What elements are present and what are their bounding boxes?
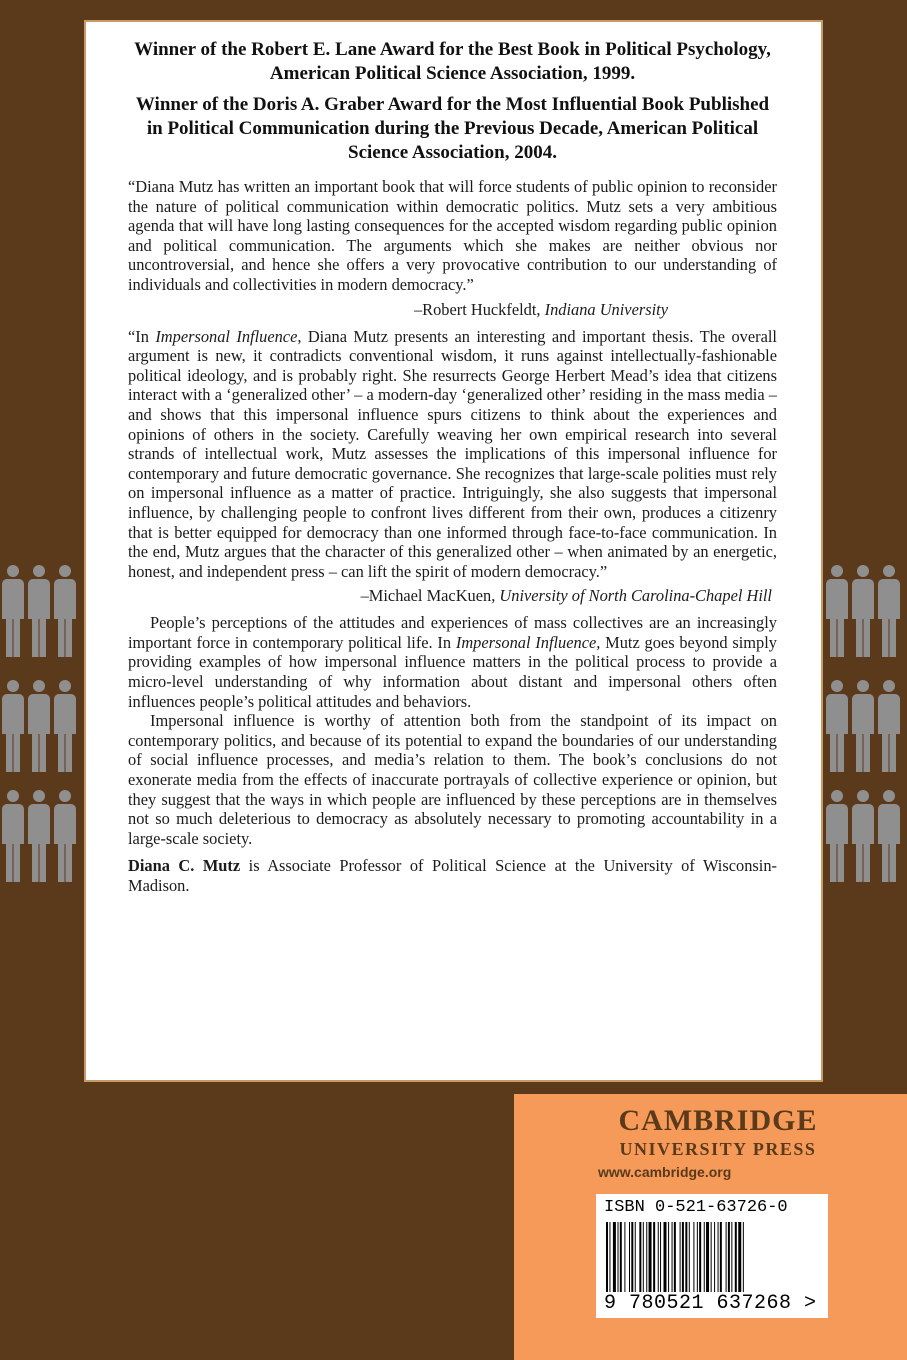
person-figure-icon xyxy=(826,790,848,882)
people-figures-left-2 xyxy=(2,680,76,772)
quote-lead: “In xyxy=(128,326,149,346)
attribution-huckfeldt xyxy=(128,300,668,320)
people-figures-left-1 xyxy=(2,565,76,657)
person-figure-icon xyxy=(2,565,24,657)
description-paragraph-1 xyxy=(128,613,777,711)
attribution-affiliation: University of North Carolina-Chapel Hill xyxy=(499,586,772,606)
attribution-author: –Robert Huckfeldt, xyxy=(413,299,541,319)
person-figure-icon xyxy=(878,565,900,657)
person-figure-icon xyxy=(54,565,76,657)
quote-huckfeldt: “Diana Mutz has written an important book that will force students of public opinion to reconsider the nature of political communication within democratic politics. Mutz sets a very ambitious agenda that will have long lasting consequences for the accepted wisdom regarding public opinion and political communication. The arguments which she makes are neither obvious nor uncontroversial, and hence she offers a very provocative contribution to our understanding of individuals and collectivities in modern democracy.” xyxy=(128,177,777,294)
person-figure-icon xyxy=(54,790,76,882)
barcode xyxy=(596,1194,828,1318)
publisher-panel xyxy=(514,1094,907,1360)
book-title: Impersonal Influence, xyxy=(455,632,601,652)
book-title: Impersonal Influence xyxy=(155,326,298,346)
quote-mackuen xyxy=(128,327,777,582)
description-paragraph-2: Impersonal influence is worthy of attention both from the standpoint of its impact on contemporary politics, and because of its potential to expand the boundaries of our understanding of social influence processes, and media’s relation to them. The book’s conclusions do not exonerate media from the effects of inaccurate portrayals of collective experience or opinion, but they suggest that the ways in which people are influenced by these perceptions are in themselves not so much deleterious to democracy as absolutely necessary to promoting accountability in a large-scale society. xyxy=(128,711,777,848)
isbn-label: ISBN 0-521-63726-0 xyxy=(604,1198,788,1217)
person-figure-icon xyxy=(826,565,848,657)
attribution-mackuen xyxy=(128,586,772,606)
attribution-author: –Michael MacKuen, xyxy=(360,586,496,606)
person-figure-icon xyxy=(852,565,874,657)
desc-text: People’s perceptions of the attitudes and experiences of mass collectives are an increasingly important force in contemporary political life. In xyxy=(128,613,777,652)
publisher-subtitle: UNIVERSITY PRESS xyxy=(619,1139,817,1159)
back-cover-text-panel xyxy=(84,20,823,1082)
person-figure-icon xyxy=(852,790,874,882)
person-figure-icon xyxy=(2,680,24,772)
ean-number: 9 780521 637268 > xyxy=(604,1292,817,1315)
attribution-affiliation: Indiana University xyxy=(544,299,668,319)
publisher-name: CAMBRIDGE xyxy=(618,1104,818,1137)
person-figure-icon xyxy=(826,680,848,772)
author-name: Diana C. Mutz xyxy=(128,856,241,876)
people-figures-left-3 xyxy=(2,790,76,882)
publisher-url: www.cambridge.org xyxy=(598,1164,732,1180)
person-figure-icon xyxy=(878,680,900,772)
people-figures-right-1 xyxy=(826,565,900,657)
barcode-bars xyxy=(606,1222,818,1292)
quote-body: , Diana Mutz presents an interesting and important thesis. The overall argument is new, it contradicts conventional wisdom, it runs against intellectually-fashionable political ideology, and is probably right. She resurrects George Herbert Mead’s idea that citizens interact with a ‘generalized other’ – a modern-day ‘generalized other’ residing in the mass media – and shows that this impersonal influence spurs citizens to think about the experiences and opinions of others in the society. Carefully weaving her own empirical research into several strands of intellectual work, Mutz assesses the implications of this impersonal influence for contemporary and future democratic governance. She recognizes that large-scale polities must rely on impersonal influence as a matter of practice. Intriguingly, she also suggests that impersonal influence, by challenging people to confront lives different from their own, produces a citizenry that is better equipped for democracy than one informed through face-to-face communication. In the end, Mutz argues that the character of this generalized other – when animated by an energetic, honest, and independent press – can lift the spirit of modern democracy.” xyxy=(128,326,777,581)
person-figure-icon xyxy=(54,680,76,772)
people-figures-right-2 xyxy=(826,680,900,772)
award-lane: Winner of the Robert E. Lane Award for the Best Book in Political Psychology, American Political Science Association, 1999. xyxy=(134,39,771,84)
author-bio xyxy=(128,856,777,895)
person-figure-icon xyxy=(28,680,50,772)
award-graber: Winner of the Doris A. Graber Award for the Most Influential Book Published in Political Communication during the Previous Decade, American Political Science Association, 2004. xyxy=(135,94,770,163)
person-figure-icon xyxy=(852,680,874,772)
person-figure-icon xyxy=(878,790,900,882)
bio-text: is Associate Professor of Political Science at the University of Wisconsin-Madison. xyxy=(128,856,777,895)
person-figure-icon xyxy=(28,790,50,882)
desc-text: Mutz goes beyond simply providing examples of how impersonal influence matters in the political process to provide a micro-level understanding of why information about distant and impersonal others often influences people’s political attitudes and behaviors. xyxy=(128,632,777,711)
person-figure-icon xyxy=(28,565,50,657)
people-figures-right-3 xyxy=(826,790,900,882)
person-figure-icon xyxy=(2,790,24,882)
